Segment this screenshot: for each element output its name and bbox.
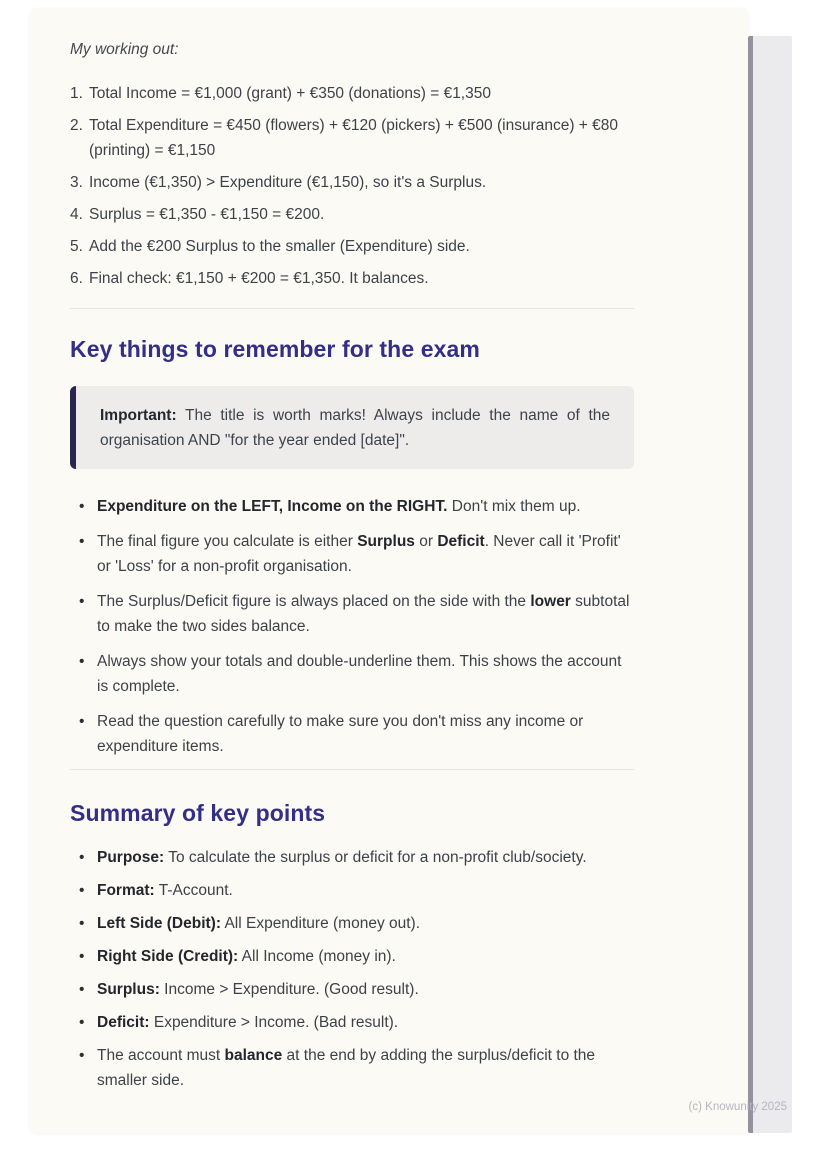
step-text: Add the €200 Surplus to the smaller (Expenditure) side.	[89, 238, 470, 255]
summary-section-title: Summary of key points	[70, 800, 326, 826]
section-divider	[70, 769, 634, 770]
list-item: • Always show your totals and double-underline them. This shows the account is complete.	[70, 649, 634, 699]
working-out-step	[70, 113, 634, 163]
callout-text: The title is worth marks! Always include the name of the organisation AND "for the year ended [date]".	[100, 407, 610, 449]
summary-bullet-list	[70, 845, 634, 1093]
working-out-list	[70, 81, 634, 291]
step-number: 5.	[70, 238, 83, 255]
adjacent-page-edge[interactable]	[748, 36, 792, 1133]
list-item: • The account must balance at the end by adding the surplus/deficit to the smaller side.	[70, 1043, 634, 1093]
step-number: 1.	[70, 85, 83, 102]
list-item: • The Surplus/Deficit figure is always placed on the side with the lower subtotal to make the two sides balance.	[70, 589, 634, 639]
list-item: • Surplus: Income > Expenditure. (Good result).	[70, 977, 634, 1002]
copyright-watermark: (c) Knowunity 2025	[688, 1101, 787, 1113]
step-number: 6.	[70, 270, 83, 287]
callout-lead: Important:	[100, 407, 177, 424]
list-item: • Right Side (Credit): All Income (money in).	[70, 944, 634, 969]
working-out-step	[70, 202, 634, 227]
list-item: • Purpose: To calculate the surplus or deficit for a non-profit club/society.	[70, 845, 634, 870]
working-out-step	[70, 234, 634, 259]
working-out-step	[70, 266, 634, 291]
step-number: 2.	[70, 117, 83, 134]
working-out-label: My working out:	[70, 41, 179, 58]
working-out-step	[70, 81, 634, 106]
working-out-step	[70, 170, 634, 195]
step-text: Income (€1,350) > Expenditure (€1,150), so it's a Surplus.	[89, 174, 487, 191]
important-callout	[70, 386, 634, 469]
step-text: Surplus = €1,350 - €1,150 = €200.	[89, 206, 325, 223]
exam-bullet-list	[70, 494, 634, 759]
list-item: • The final figure you calculate is either Surplus or Deficit. Never call it 'Profit' or 'Loss' for a non-profit organisation.	[70, 529, 634, 579]
list-item: • Format: T-Account.	[70, 878, 634, 903]
list-item: • Expenditure on the LEFT, Income on the RIGHT. Don't mix them up.	[70, 494, 634, 519]
exam-section-title: Key things to remember for the exam	[70, 336, 480, 362]
list-item: • Left Side (Debit): All Expenditure (money out).	[70, 911, 634, 936]
section-divider	[70, 308, 634, 309]
list-item: • Deficit: Expenditure > Income. (Bad result).	[70, 1010, 634, 1035]
step-number: 4.	[70, 206, 83, 223]
document-page	[30, 8, 748, 1133]
step-text: Total Expenditure = €450 (flowers) + €120 (pickers) + €500 (insurance) + €80 (printing) = €1,150	[89, 117, 619, 159]
page-content	[70, 38, 634, 1101]
step-text: Final check: €1,150 + €200 = €1,350. It balances.	[89, 270, 429, 287]
list-item: • Read the question carefully to make sure you don't miss any income or expenditure items.	[70, 709, 634, 759]
step-number: 3.	[70, 174, 83, 191]
step-text: Total Income = €1,000 (grant) + €350 (donations) = €1,350	[89, 85, 491, 102]
